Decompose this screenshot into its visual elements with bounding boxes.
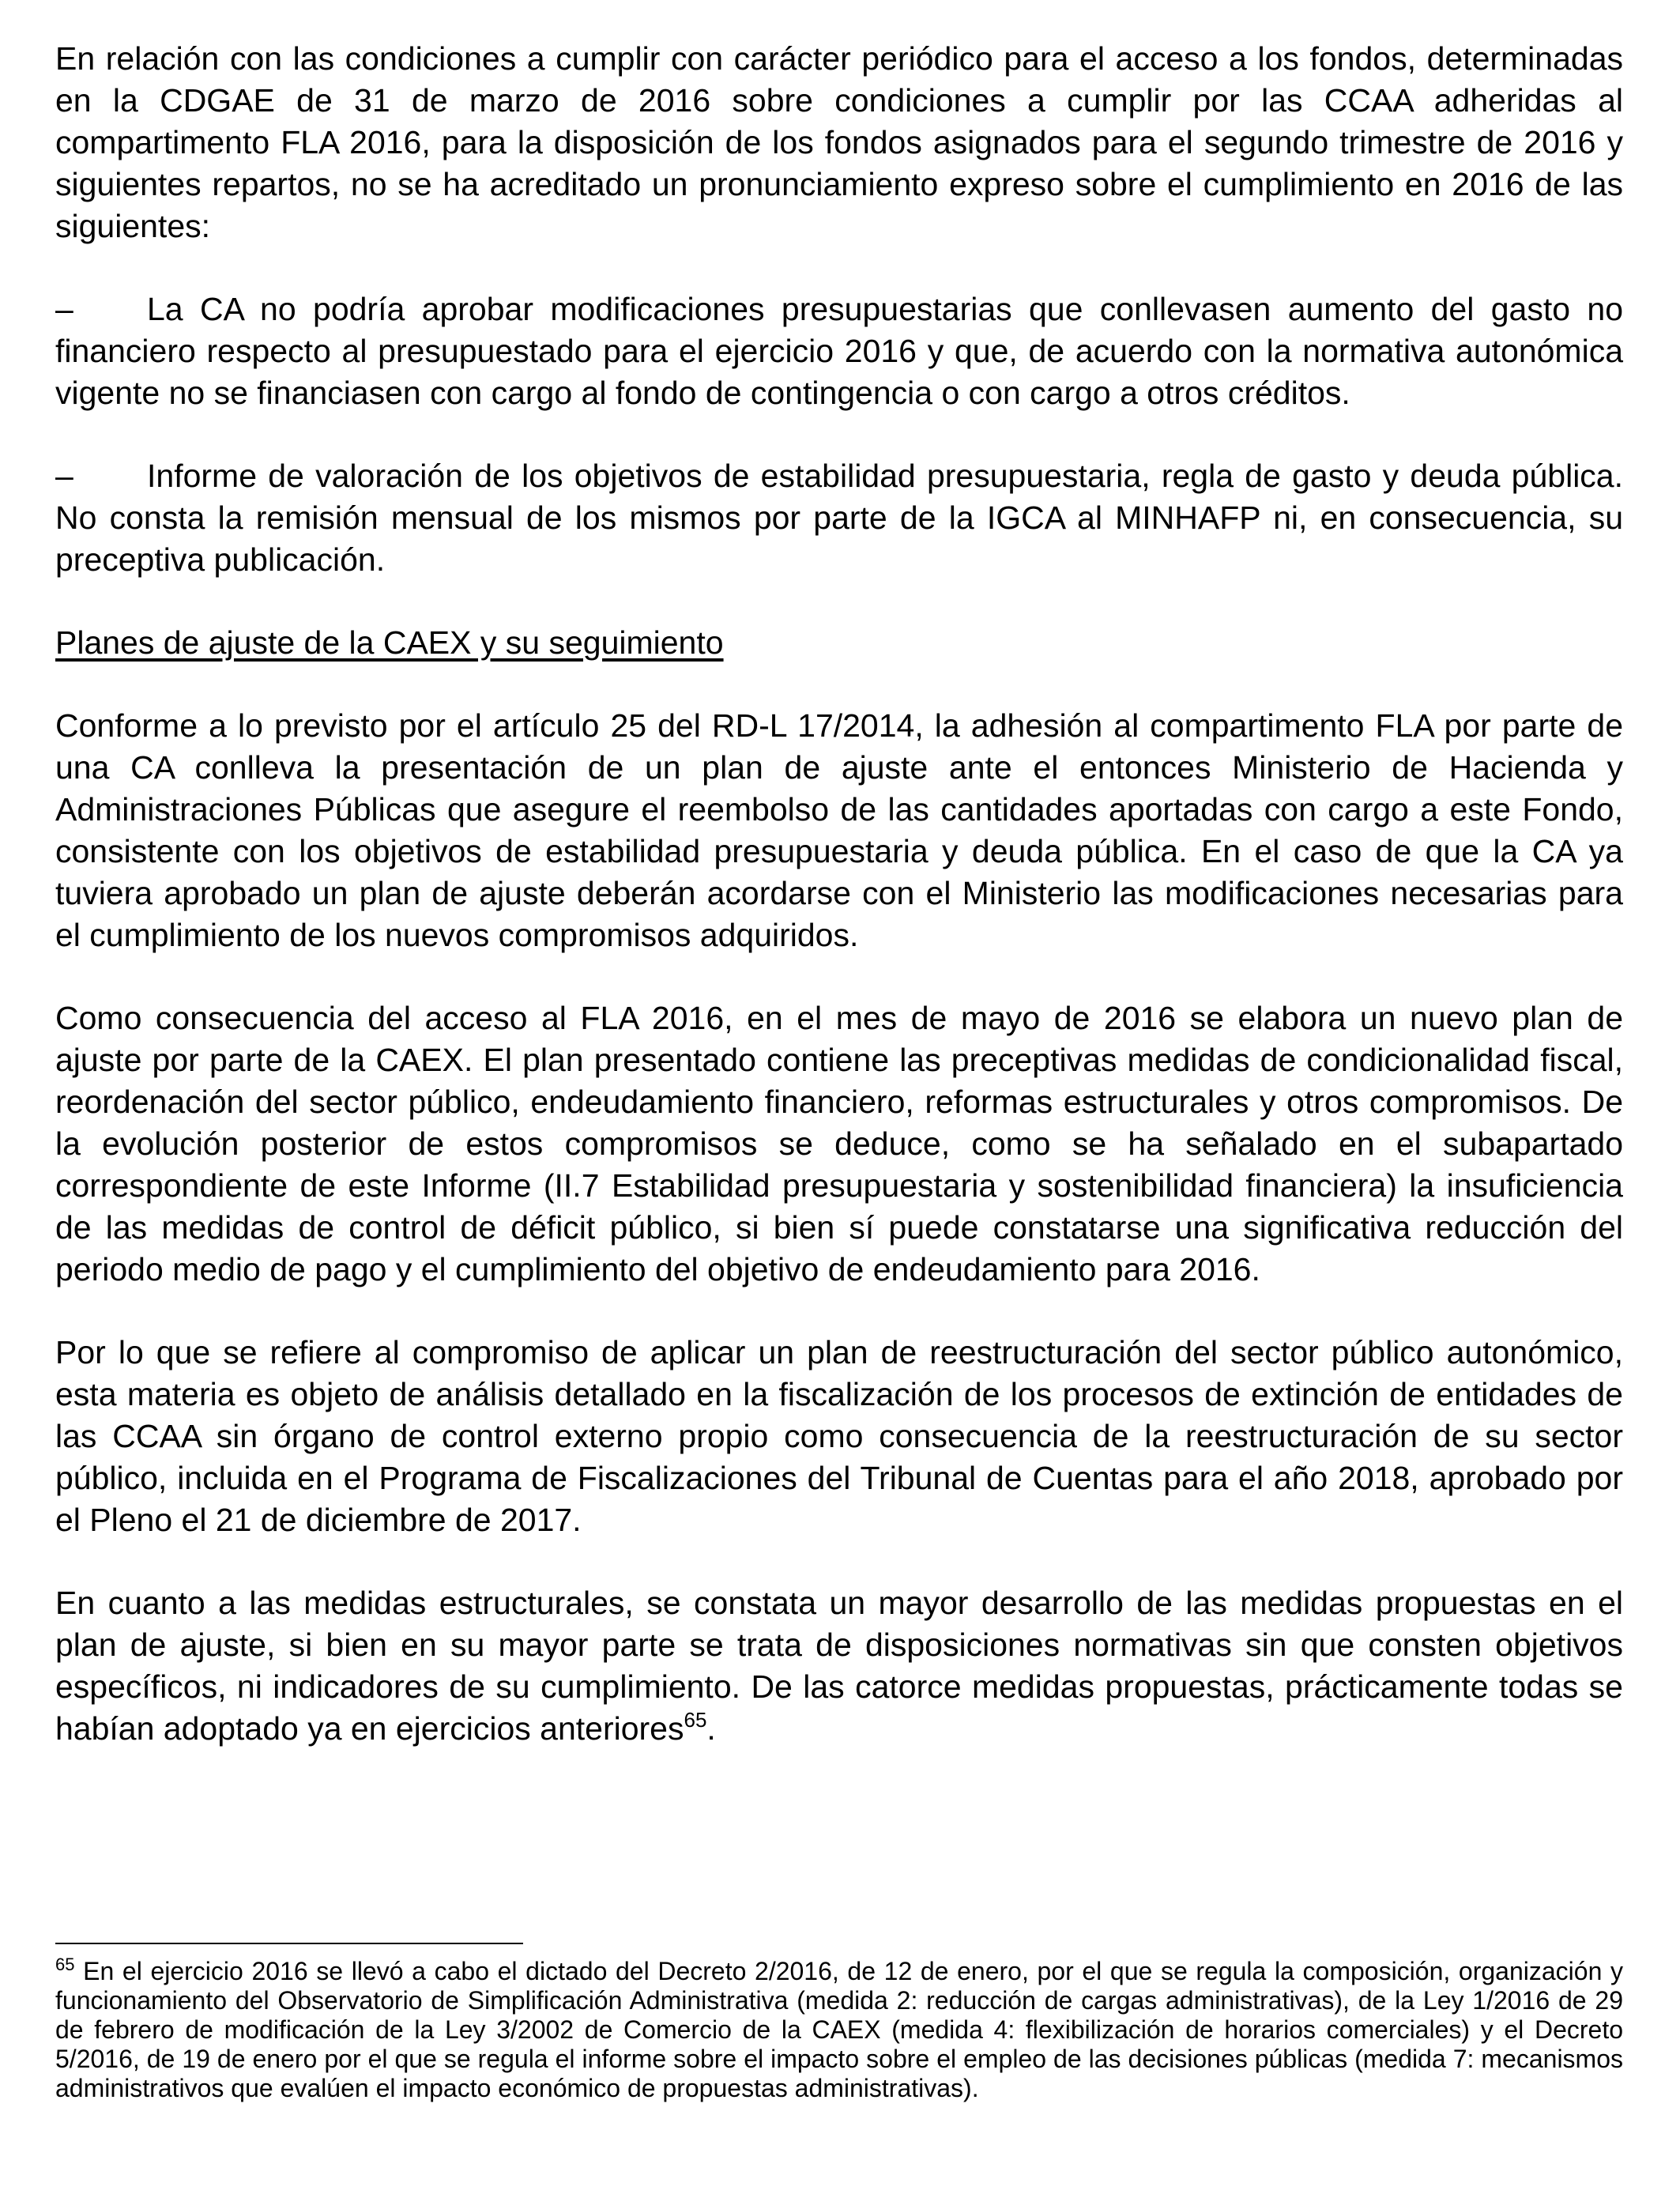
- footnote-number: 65: [55, 1955, 75, 1974]
- footnote: [55, 1957, 1623, 2103]
- footnote-separator: [55, 1943, 523, 1944]
- section-heading: Planes de ajuste de la CAEX y su seguimiento: [55, 624, 724, 661]
- paragraph-end: .: [706, 1710, 716, 1747]
- dash-marker: –: [55, 291, 73, 327]
- paragraph-restructuring: Por lo que se refiere al compromiso de aplicar un plan de reestructuración del sector público autonómico, esta materia es objeto de análisis detallado en la fiscalización de los procesos de extinción de entidades de las CCAA sin órgano de control externo propio como consecuencia de la reestructuración de su sector público, incluida en el Programa de Fiscalizaciones del Tribunal de Cuentas para el año 2018, aprobado por el Pleno el 21 de diciembre de 2017.: [55, 1334, 1623, 1538]
- bullet-text: La CA no podría aprobar modificaciones presupuestarias que conllevasen aumento del gasto no financiero respecto al presupuestado para el ejercicio 2016 y que, de acuerdo con la normativa autonómica vigente no se financiasen con cargo al fondo de contingencia o con cargo a otros créditos.: [55, 291, 1623, 411]
- paragraph-new-adjustment-plan: Como consecuencia del acceso al FLA 2016, en el mes de mayo de 2016 se elabora un nuevo plan de ajuste por parte de la CAEX. El plan presentado contiene las preceptivas medidas de condicionalidad fiscal, reordenación del sector público, endeudamiento financiero, reformas estructurales y otros compromisos. De la evolución posterior de estos compromisos se deduce, como se ha señalado en el subapartado correspondiente de este Informe (II.7 Estabilidad presupuestaria y sostenibilidad financiera) la insuficiencia de las medidas de control de déficit público, si bien sí puede constatarse una significativa reducción del periodo medio de pago y el cumplimiento del objetivo de endeudamiento para 2016.: [55, 1000, 1623, 1287]
- paragraph-text: En cuanto a las medidas estructurales, se constata un mayor desarrollo de las medidas propuestas en el plan de ajuste, si bien en su mayor parte se trata de disposiciones normativas sin que consten objetivos específicos, ni indicadores de su cumplimiento. De las catorce medidas propuestas, prácticamente todas se habían adoptado ya en ejercicios anteriores: [55, 1585, 1623, 1747]
- document-body: [55, 38, 1623, 1791]
- footnote-reference[interactable]: 65: [684, 1708, 707, 1732]
- paragraph-adjustment-plan-legal: Conforme a lo previsto por el artículo 25 del RD-L 17/2014, la adhesión al compartimento FLA por parte de una CA conlleva la presentación de un plan de ajuste ante el entonces Ministerio de Hacienda y Administraciones Públicas que asegure el reembolso de las cantidades aportadas con cargo a este Fondo, consistente con los objetivos de estabilidad presupuestaria y deuda pública. En el caso de que la CA ya tuviera aprobado un plan de ajuste deberán acordarse con el Ministerio las modificaciones necesarias para el cumplimiento de los nuevos compromisos adquiridos.: [55, 707, 1623, 953]
- paragraph-fla-conditions: En relación con las condiciones a cumplir con carácter periódico para el acceso a los fondos, determinadas en la CDGAE de 31 de marzo de 2016 sobre condiciones a cumplir por las CCAA adheridas al compartimento FLA 2016, para la disposición de los fondos asignados para el segundo trimestre de 2016 y siguientes repartos, no se ha acreditado un pronunciamiento expreso sobre el cumplimiento en 2016 de las siguientes:: [55, 40, 1623, 244]
- footnote-text: En el ejercicio 2016 se llevó a cabo el dictado del Decreto 2/2016, de 12 de enero, por el que se regula la composición, organización y funcionamiento del Observatorio de Simplificación Administrativa (medida 2: reducción de cargas administrativas), de la Ley 1/2016 de 29 de febrero de modificación de la Ley 3/2002 de Comercio de la CAEX (medida 4: flexibilización de horarios comerciales) y el Decreto 5/2016, de 19 de enero por el que se regula el informe sobre el impacto sobre el empleo de las decisiones públicas (medida 7: mecanismos administrativos que evalúen el impacto económico de propuestas administrativas).: [55, 1957, 1623, 2102]
- bullet-text: Informe de valoración de los objetivos de estabilidad presupuestaria, regla de gasto y deuda pública. No consta la remisión mensual de los mismos por parte de la IGCA al MINHAFP ni, en consecuencia, su preceptiva publicación.: [55, 458, 1623, 578]
- dash-marker: –: [55, 458, 73, 494]
- bullet-item-stability-report: [55, 455, 1623, 581]
- bullet-item-budget-modifications: [55, 288, 1623, 414]
- paragraph-structural-measures: [55, 1582, 1623, 1750]
